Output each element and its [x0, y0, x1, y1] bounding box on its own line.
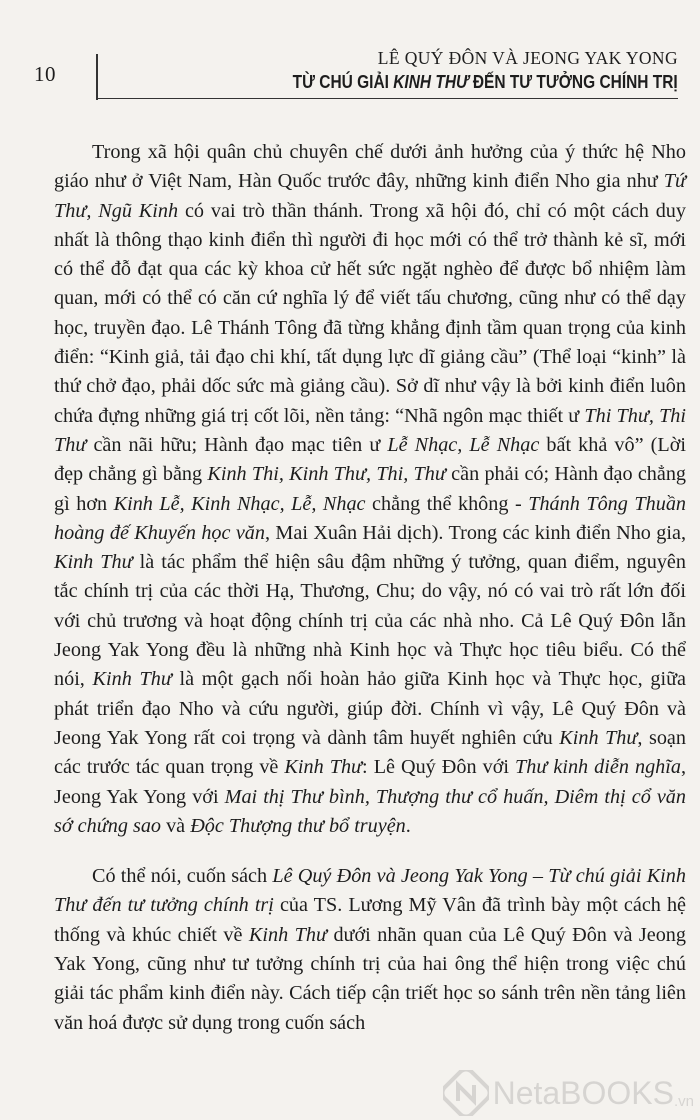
running-subtitle: [293, 72, 678, 93]
subtitle-italic-part: KINH THƯ: [393, 72, 469, 92]
text-run: , Mai Xuân Hải dịch). Trong các kinh điển Nho gia,: [265, 521, 686, 544]
page-number: 10: [34, 62, 56, 86]
text-run: , soạn các trước tác quan trọng về: [54, 726, 686, 779]
subtitle-part: ĐẾN TƯ TƯỞNG CHÍNH TRỊ: [468, 72, 678, 92]
italic-title: Kinh Lễ, Kinh Nhạc, Lễ, Nhạc: [113, 492, 366, 515]
italic-title: Kinh Thư: [54, 551, 133, 574]
text-run: có vai trò thần thánh. Trong xã hội đó, chỉ có một cách duy nhất là thông thạo kinh điển thì người đi học mới có thể trở thành kẻ sĩ, mới có thể đỗ đạt qua các kỳ khoa cử hết sức ngặt nghèo để được bổ nhiệm làm quan, mới có thể có căn cứ nghĩa lý để viết tấu chương, cũng như có thể dạy học, truyền đạo. Lê Thánh Tông đã từng khẳng định tầm quan trọng của kinh điển: “Kinh giả, tải đạo chi khí, tất dụng lực dĩ giảng cầu” (Thể loại “kinh” là thứ chở đạo, phải dốc sức mà giảng cầu). Sở dĩ như vậy là bởi kinh điển luôn chứa đựng những giá trị cốt lõi, nền tảng: “Nhã ngôn mạc thiết ư: [54, 199, 686, 427]
paragraph: [54, 138, 686, 841]
text-run: bất khả vô” (Lời đẹp chẳng gì bằng: [54, 433, 687, 486]
text-run: , Jeong Yak Yong với: [54, 756, 687, 808]
text-run: cần phải có; Hành đạo chẳng gì hơn: [54, 463, 687, 515]
text-run: là một gạch nối hoàn hảo giữa Kinh học và Thực học, giữa phát triển đạo Nho và cứu người, giúp đời. Chính vì vậy, Lê Quý Đôn và Jeong Yak Yong rất coi trọng và dành tâm huyết nghiên cứu: [54, 668, 687, 749]
text-run: : Lê Quý Đôn với: [362, 756, 516, 779]
watermark-suffix: .vn: [673, 1093, 694, 1110]
header-rule: [96, 98, 678, 99]
netabooks-logo-icon: [443, 1070, 489, 1116]
italic-title: Kinh Thư: [559, 726, 638, 749]
text-run: của TS. Lương Mỹ Vân đã trình bày một cách hệ thống và khúc chiết về: [54, 894, 687, 946]
italic-title: Kinh Thư: [284, 756, 363, 779]
text-run: Có thể nói, cuốn sách: [92, 865, 273, 888]
paragraph: [54, 862, 686, 1038]
italic-title: Kinh Thi, Kinh Thư, Thi, Thư: [207, 463, 446, 486]
text-run: là tác phẩm thể hiện sâu đậm những ý tưởng, quan điểm, nguyên tắc chính trị của các thời Hạ, Thương, Chu; do vậy, nó có vai trò rất lớn đối với chủ trương và hoạt động chính trị của các nhà nho. Cả Lê Quý Đôn lẫn Jeong Yak Yong đều là những nhà Kinh học và Thực học tiêu biểu. Có thể nói,: [54, 551, 686, 691]
running-title: LÊ QUÝ ĐÔN VÀ JEONG YAK YONG: [377, 48, 678, 68]
italic-title: Thánh Tông Thuần hoàng đế Khuyến học văn: [54, 492, 687, 544]
italic-title: Kinh Thư: [92, 668, 172, 691]
italic-title: Mai thị Thư bình, Thượng thư cổ huấn, Diêm thị cổ văn sớ chứng sao: [54, 785, 686, 837]
text-run: cần nãi hữu; Hành đạo mạc tiên ư: [86, 433, 388, 456]
text-run: dưới nhãn quan của Lê Quý Đôn và Jeong Yak Yong, cũng như tư tưởng chính trị của hai ông thể hiện trong việc chú giải tác phẩm kinh điển này. Cách tiếp cận triết học so sánh trên nền tảng liên văn hoá được sử dụng trong cuốn sách: [54, 923, 686, 1034]
italic-title: Lễ Nhạc, Lễ Nhạc: [387, 433, 540, 456]
italic-title: Tứ Thư, Ngũ Kinh: [54, 170, 686, 222]
italic-title: Độc Thượng thư bổ truyện: [190, 814, 406, 837]
text-run: Trong xã hội quân chủ chuyên chế dưới ảnh hưởng của ý thức hệ Nho giáo như ở Việt Nam, Hàn Quốc trước đây, những kinh điển Nho gia như: [54, 141, 686, 193]
italic-title: Lê Quý Đôn và Jeong Yak Yong – Từ chú giải Kinh Thư đến tư tưởng chính trị: [54, 865, 686, 917]
watermark-brand: NetaBOOKS: [492, 1074, 674, 1111]
subtitle-part: TỪ CHÚ GIẢI: [292, 72, 394, 92]
header-vertical-rule: [96, 54, 98, 100]
text-run: .: [405, 814, 411, 837]
text-run: chẳng thể không -: [365, 492, 529, 515]
italic-title: Thư kinh diễn nghĩa: [515, 756, 681, 779]
text-run: và: [161, 814, 191, 837]
body-text: [54, 138, 686, 1038]
italic-title: Kinh Thư: [248, 923, 327, 946]
italic-title: Thi Thư, Thi Thư: [54, 404, 686, 456]
page-header: [30, 40, 678, 100]
watermark: [443, 1070, 694, 1116]
